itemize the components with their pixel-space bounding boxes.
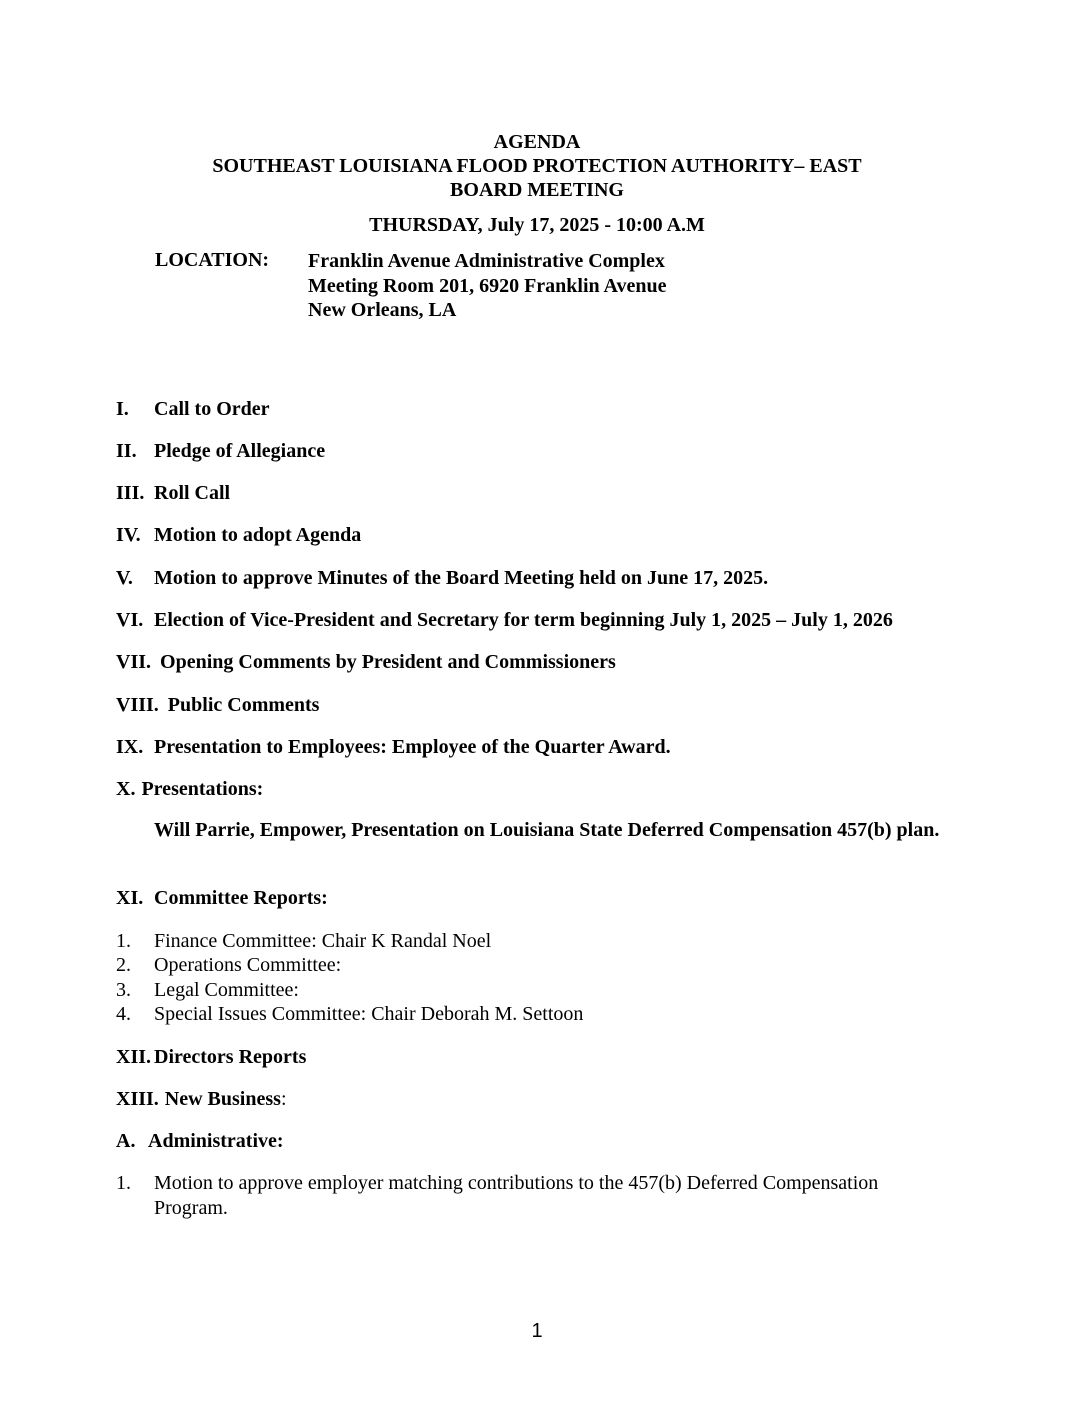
item-suffix: :	[280, 1088, 287, 1110]
location-line-2: Meeting Room 201, 6920 Franklin Avenue	[308, 275, 667, 297]
item-number: XI.	[116, 887, 144, 909]
sub-text: Special Issues Committee: Chair Deborah M. Settoon	[154, 1003, 584, 1025]
item-text: Committee Reports:	[154, 887, 328, 909]
item-number: VI.	[116, 609, 144, 631]
administrative-heading	[116, 1129, 284, 1153]
agenda-item	[116, 650, 616, 674]
presentation-detail: Will Parrie, Empower, Presentation on Louisiana State Deferred Compensation 457(b) plan.	[154, 819, 940, 841]
item-number: V.	[116, 567, 133, 589]
motion-item	[116, 1171, 946, 1221]
meeting-datetime: THURSDAY, July 17, 2025 - 10:00 A.M	[369, 214, 705, 236]
sub-text: Operations Committee:	[154, 954, 342, 976]
sub-number: 2.	[116, 954, 131, 976]
agenda-item	[116, 735, 671, 759]
sub-number: 1.	[116, 1172, 131, 1194]
item-number: IV.	[116, 524, 141, 546]
sub-text: Legal Committee:	[154, 979, 299, 1001]
item-number: IX.	[116, 736, 144, 758]
agenda-item	[116, 397, 270, 421]
committee-item	[116, 953, 341, 977]
item-text: Public Comments	[167, 694, 320, 716]
item-text: Pledge of Allegiance	[154, 440, 326, 462]
item-text: Election of Vice-President and Secretary for term beginning July 1, 2025 – July 1, 2026	[154, 609, 893, 631]
item-text: New Business	[164, 1088, 281, 1110]
sub-number: 4.	[116, 1003, 131, 1025]
location-label: LOCATION:	[155, 249, 270, 271]
item-number: A.	[116, 1130, 136, 1152]
sub-number: 1.	[116, 930, 131, 952]
item-text: Directors Reports	[154, 1046, 307, 1068]
item-number: II.	[116, 440, 137, 462]
item-text: Motion to adopt Agenda	[154, 524, 362, 546]
agenda-item	[116, 566, 768, 590]
agenda-item	[116, 523, 361, 547]
item-number: VII.	[116, 651, 152, 673]
committee-heading	[116, 886, 328, 910]
item-text: Roll Call	[154, 482, 231, 504]
item-number: I.	[116, 398, 129, 420]
item-number: X.	[116, 778, 136, 800]
doc-title: AGENDA	[493, 131, 581, 153]
sub-text: Motion to approve employer matching contributions to the 457(b) Deferred Compensation Program.	[154, 1172, 879, 1219]
item-text: Presentation to Employees: Employee of the Quarter Award.	[154, 736, 671, 758]
item-text: Opening Comments by President and Commissioners	[160, 651, 616, 673]
item-number: III.	[116, 482, 145, 504]
page-number: 1	[531, 1320, 543, 1342]
agenda-item	[116, 439, 325, 463]
item-text: Call to Order	[154, 398, 270, 420]
agenda-item	[116, 777, 263, 801]
agenda-item	[116, 693, 319, 717]
sub-text: Finance Committee: Chair K Randal Noel	[154, 930, 492, 952]
location-line-3: New Orleans, LA	[308, 299, 457, 321]
authority-name: SOUTHEAST LOUISIANA FLOOD PROTECTION AUTHORITY– EAST	[212, 155, 862, 177]
agenda-item	[116, 608, 893, 632]
agenda-item	[116, 481, 230, 505]
location-line-1: Franklin Avenue Administrative Complex	[308, 250, 665, 272]
item-text: Administrative:	[148, 1130, 284, 1152]
item-text: Presentations:	[141, 778, 264, 800]
item-text: Motion to approve Minutes of the Board Meeting held on June 17, 2025.	[154, 567, 769, 589]
committee-item	[116, 929, 491, 953]
meeting-type: BOARD MEETING	[450, 179, 624, 201]
sub-number: 3.	[116, 979, 131, 1001]
committee-item	[116, 1002, 583, 1026]
item-number: XII.	[116, 1046, 152, 1068]
item-number: XIII.	[116, 1088, 159, 1110]
new-business-heading	[116, 1087, 287, 1111]
directors-reports	[116, 1045, 306, 1069]
committee-item	[116, 978, 299, 1002]
item-number: VIII.	[116, 694, 159, 716]
